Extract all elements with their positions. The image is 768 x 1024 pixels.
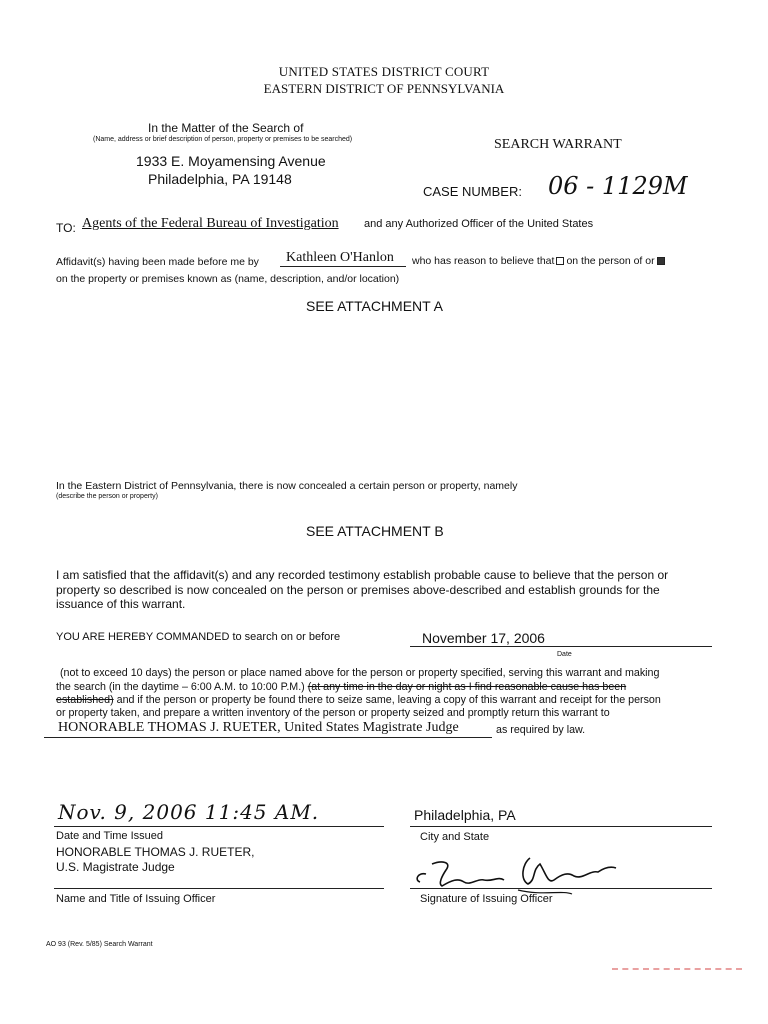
satisfied-line1: I am satisfied that the affidavit(s) and any recorded testimony establish probable cause to believe that the person or — [56, 568, 669, 582]
property-checkbox-icon — [657, 257, 665, 265]
matter-label: In the Matter of the Search of — [148, 121, 304, 135]
search-by-date-label: Date — [557, 651, 572, 658]
issued-city: Philadelphia, PA — [414, 807, 516, 823]
affidavit-middle-text: who has reason to believe that — [412, 255, 555, 267]
return-to-judge: HONORABLE THOMAS J. RUETER, United States Magistrate Judge — [58, 720, 459, 735]
commanded-text: YOU ARE HEREBY COMMANDED to search on or before — [56, 631, 341, 643]
officer-label: Name and Title of Issuing Officer — [56, 893, 216, 905]
officer-line — [54, 888, 384, 889]
established-struck: established) — [56, 694, 114, 706]
form-footer: AO 93 (Rev. 5/85) Search Warrant — [46, 941, 153, 948]
case-number-label: CASE NUMBER: — [423, 184, 522, 199]
attachment-a: SEE ATTACHMENT A — [306, 298, 443, 314]
court-name: UNITED STATES DISTRICT COURT — [278, 64, 490, 79]
instructions-line2 — [56, 681, 626, 693]
issued-datetime-label: Date and Time Issued — [56, 830, 164, 842]
case-number-value: 06 - 1129M — [548, 172, 688, 200]
satisfied-line3: issuance of this warrant. — [56, 597, 186, 611]
affiant-underline — [280, 266, 406, 267]
affidavit-opt1: on the person of or — [566, 255, 655, 267]
affidavit-middle — [412, 255, 667, 267]
person-checkbox-icon — [556, 257, 564, 265]
attachment-b: SEE ATTACHMENT B — [306, 523, 444, 539]
search-by-date: November 17, 2006 — [422, 630, 545, 646]
to-recipient: Agents of the Federal Bureau of Investigation — [82, 216, 339, 231]
concealed-note: (describe the person or property) — [56, 493, 158, 500]
instructions-line3 — [56, 694, 661, 706]
signature-line — [410, 888, 712, 889]
instructions-line1: (not to exceed 10 days) the person or place named above for the person or property specified, serving this warrant and making — [60, 667, 660, 679]
document-title: SEARCH WARRANT — [494, 137, 622, 152]
matter-address-line2: Philadelphia, PA 19148 — [148, 171, 292, 187]
to-suffix: and any Authorized Officer of the United States — [364, 218, 594, 230]
officer-title: U.S. Magistrate Judge — [56, 860, 175, 874]
district-name: EASTERN DISTRICT OF PENNSYLVANIA — [263, 81, 505, 96]
issued-city-label: City and State — [420, 831, 490, 843]
issued-datetime: Nov. 9, 2006 11:45 AM. — [58, 800, 320, 824]
issued-city-line — [410, 826, 712, 827]
issued-datetime-line — [54, 826, 384, 827]
scan-mark — [612, 968, 742, 972]
return-to-judge-line — [44, 737, 492, 738]
instructions-line3-text: and if the person or property be found there to seize same, leaving a copy of this warrant and receipt for the person — [116, 694, 661, 706]
affidavit-line2: on the property or premises known as (name, description, and/or location) — [56, 273, 400, 285]
matter-address-line1: 1933 E. Moyamensing Avenue — [136, 153, 326, 169]
daytime-clause: the search (in the daytime – 6:00 A.M. to 10:00 P.M.) — [56, 681, 305, 693]
instructions-line4: or property taken, and prepare a written inventory of the person or property seized and promptly return this warrant to — [56, 707, 610, 719]
anytime-clause-struck: (at any time in the day or night as I find reasonable cause has been — [307, 681, 627, 693]
affiant-name: Kathleen O'Hanlon — [286, 250, 394, 265]
to-prefix: TO: — [56, 221, 76, 235]
affidavit-prefix: Affidavit(s) having been made before me by — [56, 256, 259, 268]
concealed-text: In the Eastern District of Pennsylvania, there is now concealed a certain person or property, namely — [56, 480, 518, 492]
return-suffix: as required by law. — [496, 724, 586, 736]
officer-name: HONORABLE THOMAS J. RUETER, — [56, 845, 255, 859]
signature-label: Signature of Issuing Officer — [420, 893, 553, 905]
matter-note: (Name, address or brief description of person, property or premises to be searched) — [93, 136, 353, 143]
satisfied-line2: property so described is now concealed on the person or premises above-described and establish grounds for the — [56, 583, 660, 597]
search-by-date-line — [410, 646, 712, 647]
